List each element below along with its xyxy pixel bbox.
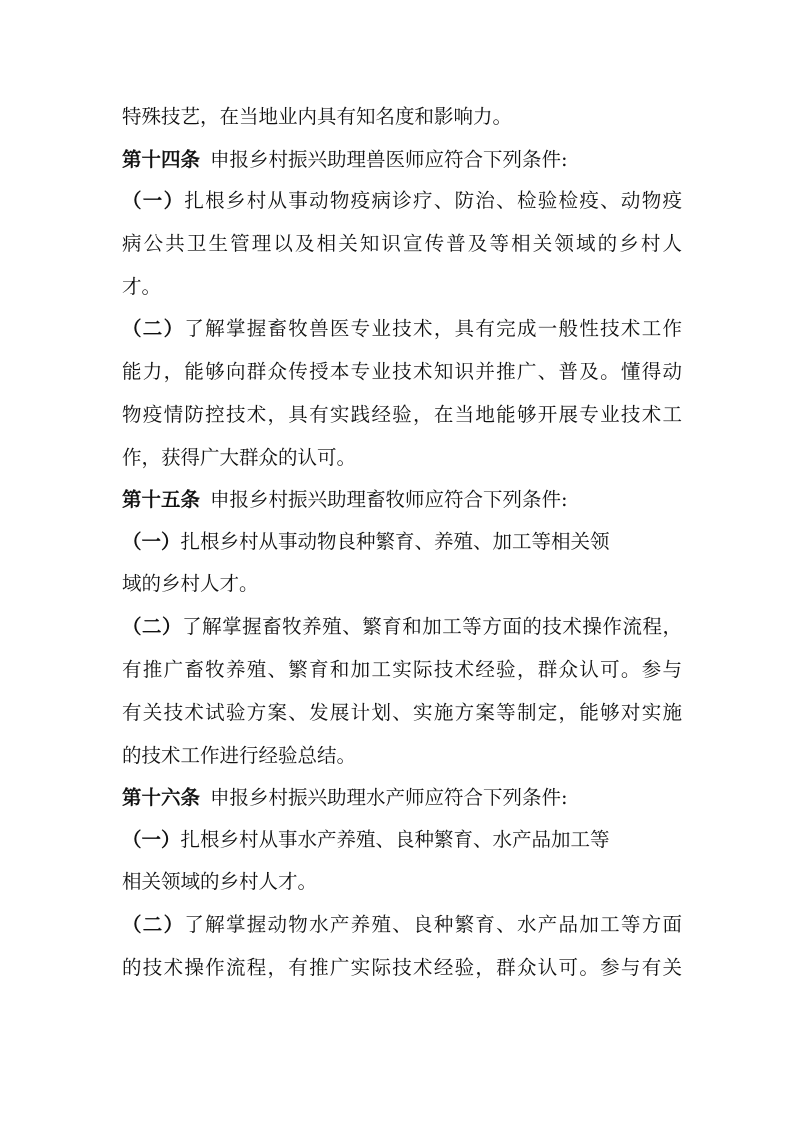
article-16-text: 申报乡村振兴助理水产师应符合下列条件:: [210, 786, 568, 809]
article-14-text: 申报乡村振兴助理兽医师应符合下列条件:: [210, 148, 568, 171]
article-14-item-2-line-3: 物疫情防控技术，具有实践经验，在当地能够开展专业技术工: [122, 403, 682, 426]
article-16-label: 第十六条: [122, 786, 201, 809]
item-number: （一）: [122, 530, 181, 553]
article-15-item-2-line-2: 有推广畜牧养殖、繁育和加工实际技术经验，群众认可。参与: [122, 658, 682, 681]
article-14-item-2-line-2: 能力，能够向群众传授本专业技术知识并推广、普及。懂得动: [122, 360, 682, 383]
article-15-item-2-line-1: （二）了解掌握畜牧养殖、繁育和加工等方面的技术操作流程，: [122, 615, 682, 638]
article-14-item-1-line-3: 才。: [122, 275, 162, 298]
article-15-item-2-line-4: 的技术工作进行经验总结。: [122, 744, 357, 767]
article-14-item-1-line-1: （一）扎根乡村从事动物疫病诊疗、防治、检验检疫、动物疫: [122, 189, 682, 212]
article-16-item-2-line-2: 的技术操作流程，有推广实际技术经验，群众认可。参与有关: [122, 956, 682, 979]
item-number: （一）: [122, 828, 181, 851]
item-number: （二）: [122, 317, 185, 340]
article-14-item-2-line-1: （二）了解掌握畜牧兽医专业技术，具有完成一般性技术工作: [122, 317, 682, 340]
article-14-item-2-line-4: 作，获得广大群众的认可。: [122, 446, 357, 469]
paragraph-continuation: 特殊技艺，在当地业内具有知名度和影响力。: [122, 105, 513, 128]
article-15-item-1-line-1: （一）扎根乡村从事动物良种繁育、养殖、加工等相关领: [122, 530, 610, 553]
article-16-item-1-line-2: 相关领域的乡村人才。: [122, 870, 318, 893]
item-number: （一）: [122, 189, 185, 212]
article-16-item-2-line-1: （二）了解掌握动物水产养殖、良种繁育、水产品加工等方面: [122, 913, 682, 936]
article-15-item-2-line-3: 有关技术试验方案、发展计划、实施方案等制定，能够对实施: [122, 701, 682, 724]
item-number: （二）: [122, 615, 183, 638]
article-15-label: 第十五条: [122, 488, 201, 511]
article-14-heading: [122, 140, 682, 180]
item-number: （二）: [122, 913, 185, 936]
article-14-label: 第十四条: [122, 148, 201, 171]
article-16-item-1-line-1: （一）扎根乡村从事水产养殖、良种繁育、水产品加工等: [122, 828, 610, 851]
article-15-heading: [122, 480, 682, 520]
article-15-item-1-line-2: 域的乡村人才。: [122, 572, 259, 595]
article-16-heading: [122, 778, 682, 818]
article-15-text: 申报乡村振兴助理畜牧师应符合下列条件:: [210, 488, 568, 511]
article-14-item-1-line-2: 病公共卫生管理以及相关知识宣传普及等相关领域的乡村人: [122, 232, 682, 255]
